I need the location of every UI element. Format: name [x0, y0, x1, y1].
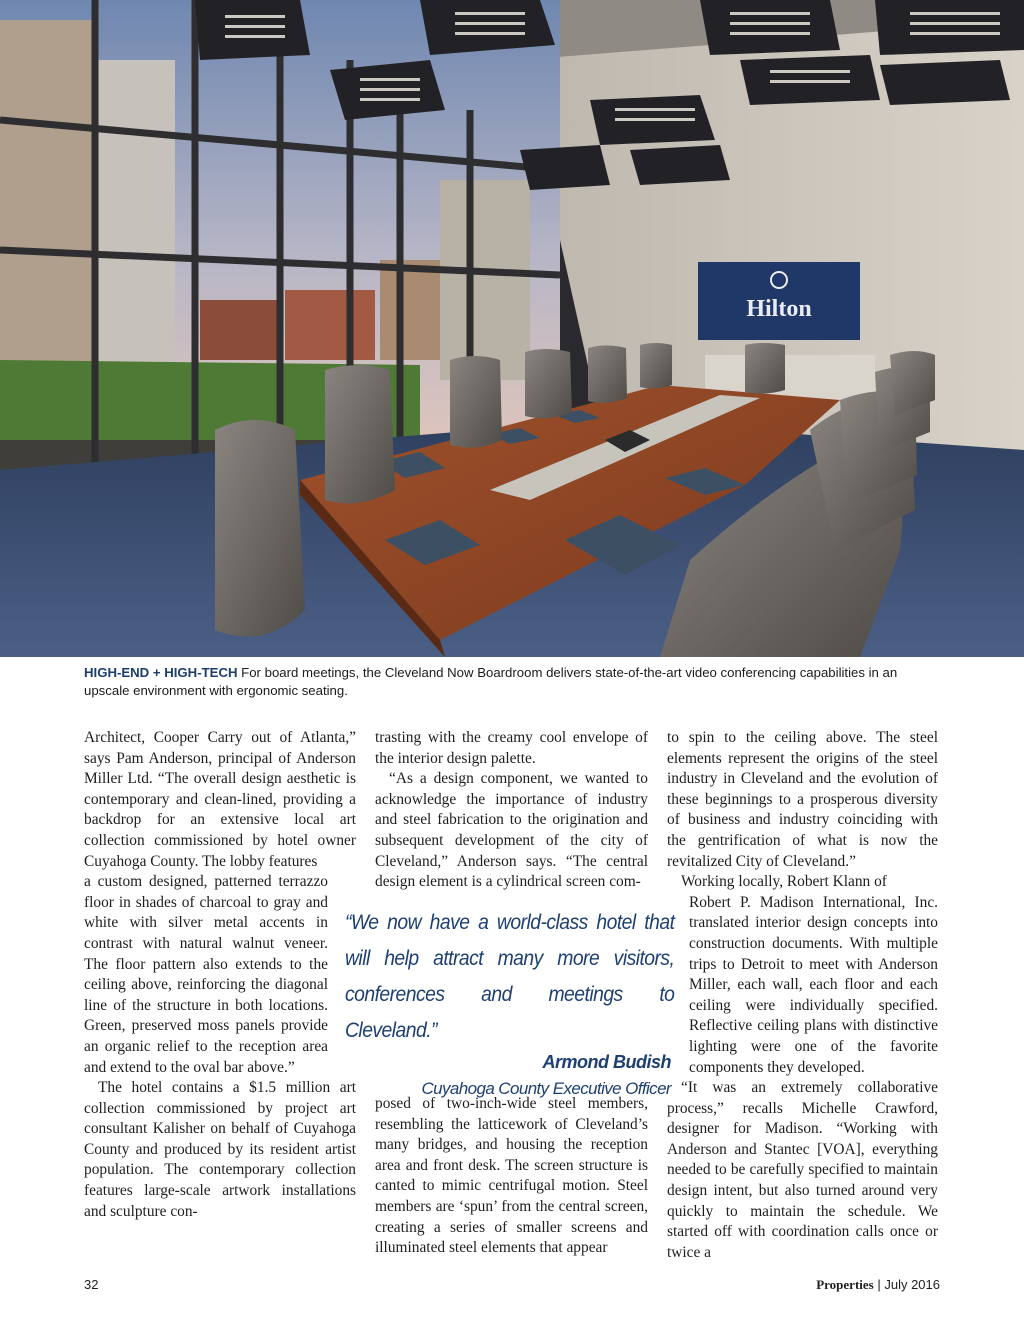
- article-column-2-top: [375, 728, 648, 893]
- publication-footer: [816, 1277, 940, 1293]
- column1-paragraph-1b: a custom designed, patterned terrazzo floor in shades of charcoal to gray and white with silver metal accents in contrast with natural walnut veneer. The floor pattern also extends to the ceiling above, reinforcing the diagonal line of the structure in both locations. Green, preserved moss panels provide an organic relief to the reception area and extend to the oval bar above.”: [84, 873, 328, 1076]
- hilton-logo-text: Hilton: [746, 296, 812, 322]
- photo-caption: [84, 664, 944, 700]
- column3-paragraph-2-first-line: Working locally, Robert Klann of: [681, 873, 887, 891]
- column1-paragraph-1a: Architect, Cooper Carry out of Atlanta,” says Pam Anderson, principal of Anderson Miller Ltd. “The overall design aesthetic is contemporary and clean-lined, providing a backdrop for an extensive local art collection commissioned by hotel owner Cuyahoga County. The lobby features: [84, 729, 356, 870]
- article-column-1: [84, 728, 356, 1222]
- article-column-3: [667, 728, 938, 1263]
- pull-quote-attribution-name: Armond Budish: [542, 1052, 671, 1072]
- column3-paragraph-2: Robert P. Madison International, Inc. translated interior design concepts into construction documents. With multiple trips to Detroit to meet with Anderson Miller, each wall, each floor and each ceiling were individually specified. Reflective ceiling plans with distinctive lighting were one of the favorite components they developed.: [689, 893, 938, 1076]
- issue-date: July 2016: [884, 1277, 940, 1292]
- column2-paragraph-2: “As a design component, we wanted to acknowledge the importance of industry and steel fabrication to the origination and subsequent development of the city of Cleveland,” Anderson says. “The central design element is a cylindrical screen com-: [375, 770, 648, 891]
- column3-paragraph-3: “It was an extremely collaborative process,” recalls Michelle Crawford, designer for Madison. “Working with Anderson and Stantec [VOA], everything needed to be carefully specified to maintain design intent, but also turned around very quickly to maintain the schedule. We started off with coordination calls once or twice a: [667, 1079, 938, 1261]
- article-column-2-bottom: [375, 1094, 648, 1259]
- caption-text: For board meetings, the Cleveland Now Boardroom delivers state-of-the-art video conferencing capabilities in an upscale environment with ergonomic seating.: [84, 665, 898, 698]
- pull-quote: [345, 904, 675, 1099]
- column2-paragraph-3: posed of two-inch-wide steel members, resembling the latticework of Cleveland’s many bridges, and housing the reception area and front desk. The screen structure is canted to mimic centrifugal motion. Steel members are ‘spun’ from the central screen, creating a series of smaller screens and illuminated steel elements that appear: [375, 1095, 648, 1257]
- column2-paragraph-1: trasting with the creamy cool envelope of the interior design palette.: [375, 729, 648, 767]
- caption-heading: HIGH-END + HIGH-TECH: [84, 665, 238, 680]
- pull-quote-text: “We now have a world-class hotel that will help attract many more visitors, conferences and meetings to Cleveland.”: [345, 910, 675, 1042]
- publication-name: Properties: [816, 1277, 874, 1292]
- page-number: 32: [84, 1277, 99, 1292]
- column1-paragraph-2: The hotel contains a $1.5 million art collection commissioned by project art consultant Kalisher on behalf of Cuyahoga County and produced by its resident artist population. The contemporary collection features large-scale artwork installations and sculpture con-: [84, 1079, 356, 1220]
- footer-separator: |: [873, 1277, 885, 1292]
- pull-quote-attribution-role: Cuyahoga County Executive Officer: [421, 1079, 671, 1098]
- column3-paragraph-1: to spin to the ceiling above. The steel elements represent the origins of the steel industry in Cleveland and the evolution of these beginnings to a prosperous diversity of business and industry coinciding with the gentrification of what is now the revitalized City of Cleveland.”: [667, 729, 938, 870]
- boardroom-photo: [0, 0, 1024, 657]
- boardroom-illustration: [0, 0, 1024, 657]
